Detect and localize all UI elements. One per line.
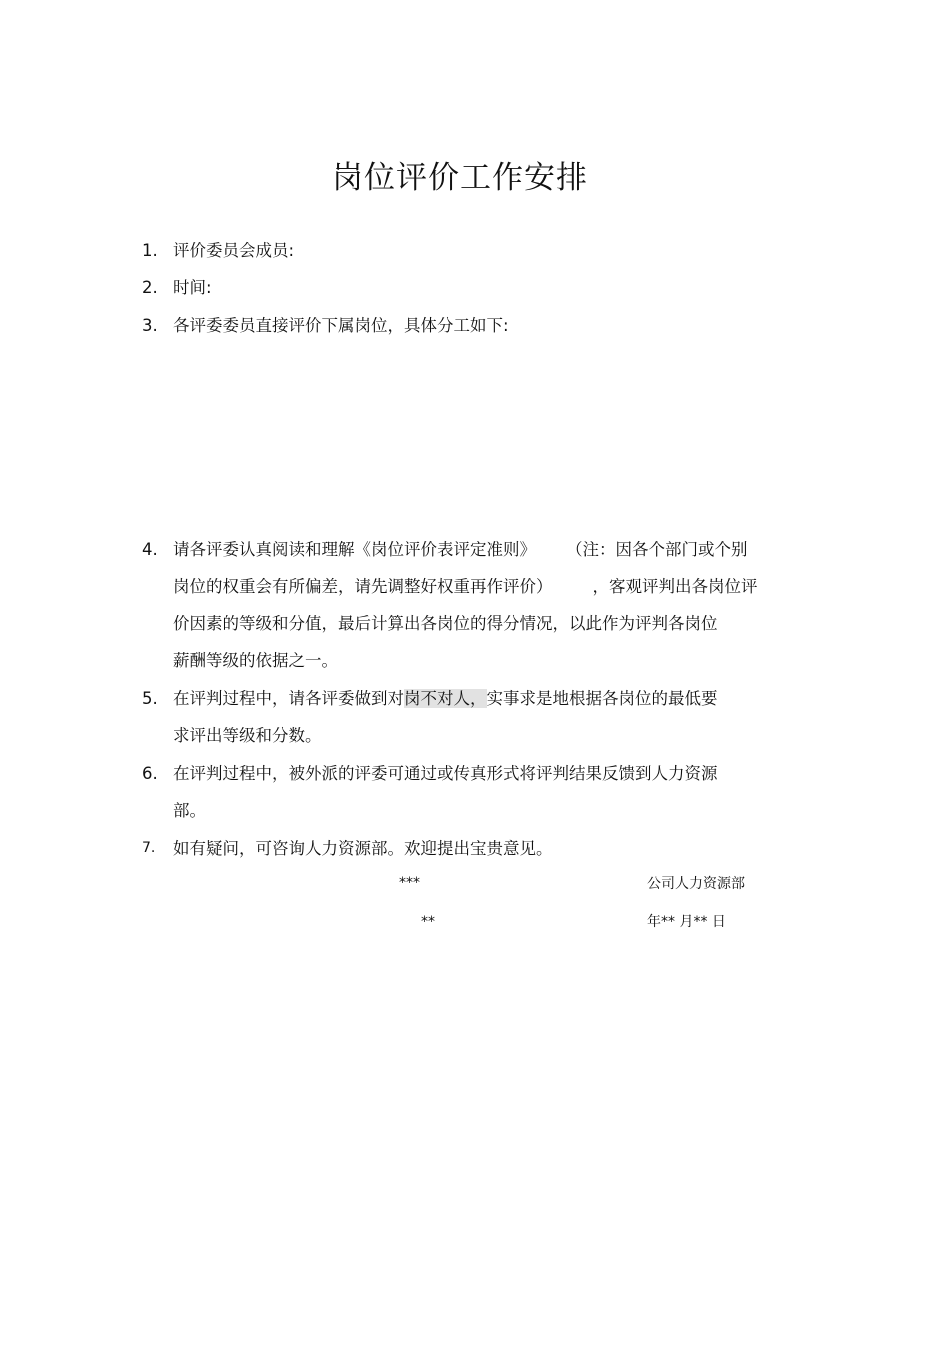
highlighted-text: 岗不对人， <box>404 689 487 708</box>
item-text-line: 求评出等级和分数。 <box>173 726 322 745</box>
list-item <box>142 680 822 754</box>
list-item <box>142 830 822 867</box>
item-text-line <box>173 568 822 605</box>
item-text-line: 部。 <box>173 801 206 820</box>
item-text: 时间: <box>173 278 212 297</box>
item-number: 2. <box>142 278 158 297</box>
item-text: 如有疑问，可咨询人力资源部。欢迎提出宝贵意见。 <box>173 839 553 858</box>
list-item <box>142 232 822 269</box>
item-text-line: 价因素的等级和分值，最后计算出各岗位的得分情况，以此作为评判各岗位 <box>173 614 718 633</box>
item-text-line <box>173 680 822 717</box>
item-text-segment: 岗位的权重会有所偏差，请先调整好权重再作评价） <box>173 577 553 596</box>
signature-date: 年** 月** 日 <box>647 914 726 930</box>
item-text-segment: ，客观评判出各岗位评 <box>592 577 758 596</box>
list-item <box>142 307 822 344</box>
list-item <box>142 755 822 829</box>
item-number: 3. <box>142 316 158 335</box>
item-text-segment: （注：因各个部门或个别 <box>566 540 748 559</box>
item-number: 7. <box>142 840 156 856</box>
signature-placeholder: ** <box>421 914 435 930</box>
item-number: 5. <box>142 689 158 708</box>
list-item <box>142 531 822 679</box>
item-text-line: 在评判过程中，被外派的评委可通过或传真形式将评判结果反馈到人力资源 <box>173 764 718 783</box>
item-text-segment: 在评判过程中，请各评委做到对 <box>173 689 404 708</box>
item-text: 评价委员会成员: <box>173 241 295 260</box>
item-number: 6. <box>142 764 158 783</box>
item-text-segment: 请各评委认真阅读和理解《岗位评价表评定准则》 <box>173 540 536 559</box>
list-item <box>142 269 822 306</box>
item-text-line: 薪酬等级的依据之一。 <box>173 651 338 670</box>
signature-department: 公司人力资源部 <box>647 876 745 892</box>
item-text-segment: 实事求是地根据各岗位的最低要 <box>486 689 718 708</box>
item-number: 4. <box>142 540 158 559</box>
item-text: 各评委委员直接评价下属岗位，具体分工如下: <box>173 316 509 335</box>
item-number: 1. <box>142 241 158 260</box>
item-text-line <box>173 531 822 568</box>
document-title: 岗位评价工作安排 <box>332 160 588 196</box>
signature-placeholder: *** <box>399 875 420 891</box>
